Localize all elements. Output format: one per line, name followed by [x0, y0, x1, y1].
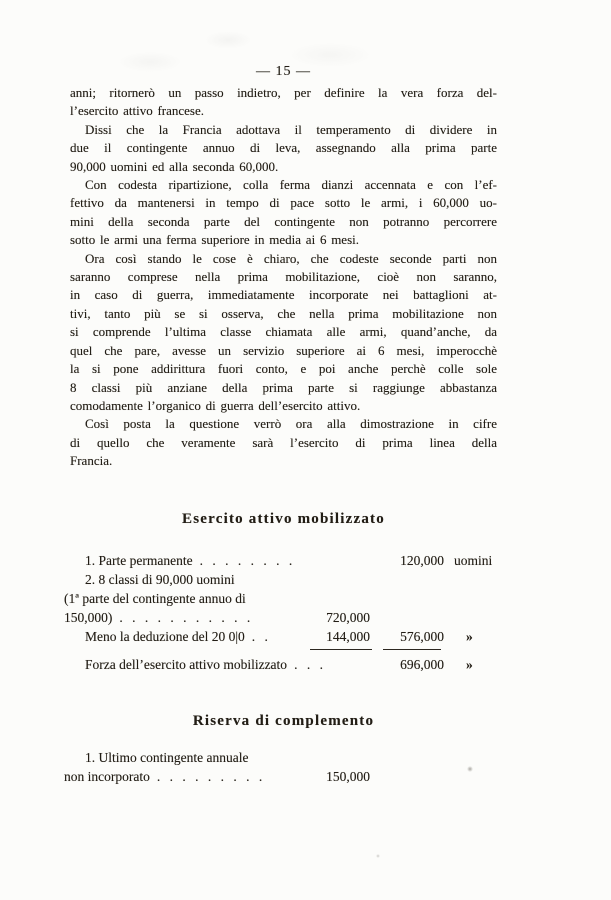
body-line: tivi, tanto più se si osserva, che nella prima mobilitazione non — [70, 305, 497, 321]
body-line: fettivo da mantenersi in tempo di pace sotto le armi, i 60,000 uo- — [70, 195, 497, 211]
body-line: comodamente l’organico di guerra dell’esercito attivo. — [70, 397, 361, 413]
sum-rule — [310, 649, 372, 650]
sum-rule — [383, 649, 441, 650]
paragraph — [70, 121, 497, 176]
table-row — [70, 627, 497, 646]
leader-dots: . . . . . . . . — [199, 553, 296, 568]
section-heading-active-army: Esercito attivo mobilizzato — [182, 511, 385, 527]
row-label: non incorporato — [64, 769, 150, 784]
table-row — [70, 551, 497, 570]
amount-col1: 144,000 — [326, 629, 370, 644]
sum-rules — [70, 646, 497, 655]
ditto-mark: » — [466, 657, 473, 672]
table-row — [70, 570, 497, 589]
amount-col2: 576,000 — [400, 629, 444, 644]
amount-col1: 150,000 — [326, 769, 370, 784]
body-line: Così posta la questione verrò ora alla dimostrazione in cifre — [85, 416, 497, 432]
body-line: Dissi che la Francia adottava il temperamento di dividere in — [85, 121, 497, 137]
body-line: si comprende l’ultima classe chiamata alle armi, quand’anche, da — [70, 324, 497, 340]
leader-dots: . . — [251, 629, 271, 644]
body-line: 90,000 uomini ed alla seconda 60,000. — [70, 158, 279, 174]
leader-dots: . . . . . . . . . — [156, 769, 266, 784]
table-row — [70, 748, 497, 767]
body-line: Francia. — [70, 453, 113, 469]
body-line: la si pone addirittura fuori conto, e poi anche perchè colle sole — [70, 361, 497, 377]
body-line: sotto le armi una ferma superiore in media ai 6 mesi. — [70, 232, 359, 248]
paragraph — [70, 250, 497, 416]
amount-col1: 720,000 — [326, 610, 370, 625]
table-row-total — [70, 655, 497, 674]
body-line: 8 classi più anziane della prima parte si raggiunge abbastanza — [70, 379, 497, 395]
body-line: Con codesta ripartizione, colla ferma dianzi accennata e con l’ef- — [85, 177, 497, 193]
amount-col2: 120,000 — [400, 553, 444, 568]
table-row — [64, 767, 497, 786]
row-label: (1ª parte del contingente annuo di — [64, 591, 246, 606]
page-number: — 15 — — [256, 64, 311, 79]
body-line: l’esercito attivo francese. — [70, 103, 205, 119]
table-row — [64, 608, 497, 627]
body-line: di quello che veramente sarà l’esercito di prima linea della — [70, 434, 497, 450]
body-line: mini della seconda parte del contingente non potranno percorrere — [70, 213, 497, 229]
leader-dots: . . . — [294, 657, 326, 672]
row-label: Forza dell’esercito attivo mobilizzato — [85, 657, 288, 672]
paragraph — [70, 415, 497, 470]
row-label: 1. Ultimo contingente annuale — [85, 750, 249, 765]
row-label: 1. Parte permanente — [85, 553, 193, 568]
paragraph — [70, 84, 497, 121]
unit-label: uomini — [454, 553, 493, 568]
body-line: quel che pare, avesse un servizio superiore ai 6 mesi, imperocchè — [70, 342, 497, 358]
body-line: Ora così stando le cose è chiaro, che codeste seconde parti non — [85, 250, 497, 266]
paragraph — [70, 176, 497, 250]
row-label: Meno la deduzione del 20 0|0 — [85, 629, 245, 644]
body-line: in caso di guerra, immediatamente incorporate nei battaglioni at- — [70, 287, 497, 303]
table-active-army — [64, 551, 497, 674]
table-reserve — [64, 748, 497, 786]
table-row — [64, 589, 497, 608]
body-line: due il contingente annuo di leva, assegnando alla prima parte — [70, 140, 497, 156]
ditto-mark: » — [466, 629, 473, 644]
section-heading-reserve: Riserva di complemento — [192, 713, 375, 729]
row-label: 2. 8 classi di 90,000 uomini — [85, 572, 235, 587]
row-label: 150,000) — [64, 610, 113, 625]
leader-dots: . . . . . . . . . . . — [119, 610, 254, 625]
body-line: anni; ritornerò un passo indietro, per definire la vera forza del- — [70, 85, 497, 100]
amount-col2: 696,000 — [400, 657, 444, 672]
body-line: saranno comprese nella prima mobilitazione, cioè non saranno, — [70, 269, 497, 285]
body-text — [70, 84, 497, 471]
